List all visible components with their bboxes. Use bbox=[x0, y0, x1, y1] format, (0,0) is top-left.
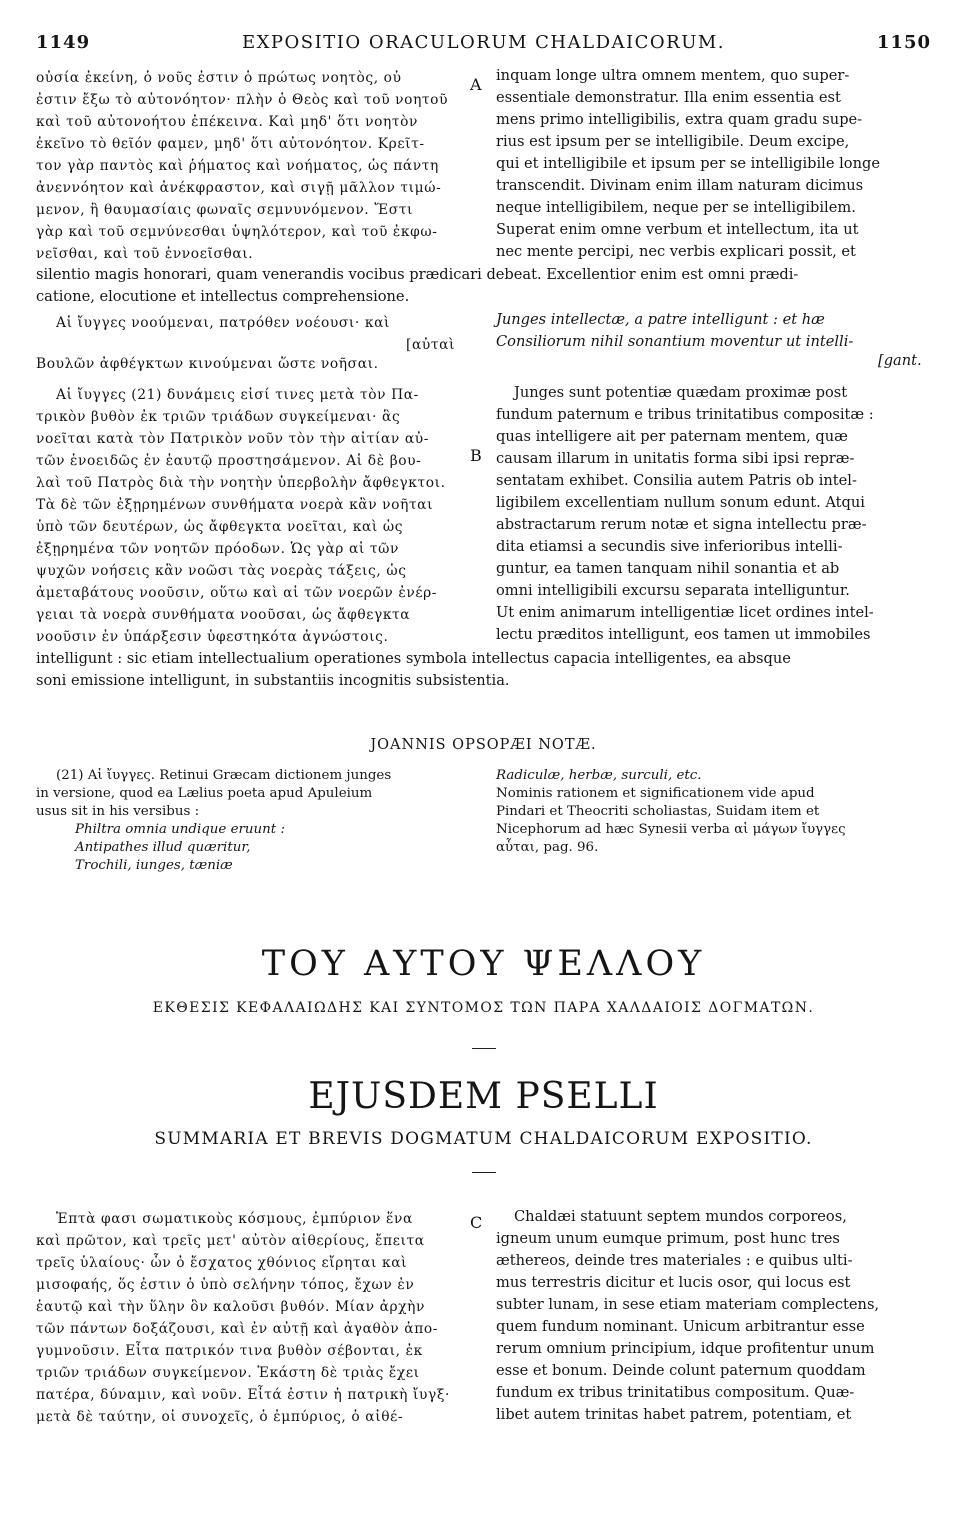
text-line: ἀνεννόητον καὶ ἀνέκφραστον, καὶ σιγῇ μᾶλλον τιμώ- bbox=[36, 180, 442, 196]
text-line: ἐστιν ἔξω τὸ αὐτονόητον· πλὴν ὁ Θεὸς καὶ τοῦ νοητοῦ bbox=[36, 92, 449, 108]
text-line: τον γὰρ παντὸς καὶ ῥήματος καὶ νοήματος, ὡς πάντη bbox=[36, 158, 439, 174]
text-line: τρικὸν βυθὸν ἐκ τριῶν τριάδων συγκείμεναι· ἃς bbox=[36, 409, 401, 425]
text-line: νοεῖται κατὰ τὸν Πατρικὸν νοῦν τὸν τὴν αἰτίαν αὐ- bbox=[36, 431, 430, 447]
text-line: subter lunam, in sese etiam materiam complectens, bbox=[496, 1296, 880, 1313]
margin-marker-b: B bbox=[470, 446, 482, 465]
text-line: ὑπὸ τῶν δευτέρων, ὡς ἄφθεγκτα νοεῖται, καὶ ὡς bbox=[36, 519, 404, 535]
greek-treatise-title: ΤΟΥ ΑΥΤΟΥ ΨΕΛΛΟΥ bbox=[261, 944, 706, 984]
text-line: Junges sunt potentiæ quædam proximæ post bbox=[514, 384, 848, 401]
text-line: fundum ex tribus trinitatibus compositum. Quæ- bbox=[496, 1384, 855, 1401]
text-line: mens primo intelligibilis, extra quam gradu supe- bbox=[496, 111, 863, 128]
text-line: καὶ πρῶτον, καὶ τρεῖς μετ' αὐτὸν αἰθερίους, ἔπειτα bbox=[36, 1233, 425, 1249]
text-line: rerum omnium principium, idque profitentur unum bbox=[496, 1340, 875, 1357]
text-line: Chaldæi statuunt septem mundos corporeos, bbox=[514, 1208, 847, 1225]
title-divider bbox=[472, 1048, 496, 1049]
text-line: ἐκεῖνο τὸ θεῖόν φαμεν, μηδ' ὅτι αὐτονόητον. Κρεῖτ- bbox=[36, 136, 425, 152]
text-line: quem fundum nominant. Unicum arbitrantur esse bbox=[496, 1318, 865, 1335]
oracle-latin-line: Junges intellectæ, a patre intelligunt : et hæ bbox=[496, 311, 825, 328]
text-line: μισοφαής, ὅς ἐστιν ὁ ὑπὸ σελήνην τόπος, ἔχων ἐν bbox=[36, 1277, 415, 1293]
note-line: usus sit in his versibus : bbox=[36, 804, 200, 819]
note-line: Radiculæ, herbæ, surculi, etc. bbox=[496, 768, 702, 783]
text-line: inquam longe ultra omnem mentem, quo super- bbox=[496, 67, 850, 84]
text-line: τῶν ἑνοειδῶς ἐν ἑαυτῷ προστησάμενον. Αἱ δὲ βου- bbox=[36, 453, 422, 469]
full-width-line: soni emissione intelligunt, in substantiis incognitis subsistentia. bbox=[36, 672, 510, 689]
text-line: esse et bonum. Deinde colunt paternum quoddam bbox=[496, 1362, 866, 1379]
note-line: in versione, quod ea Lælius poeta apud Apuleium bbox=[36, 786, 373, 801]
left-page-number: 1149 bbox=[36, 32, 91, 53]
note-line: Pindari et Theocriti scholiastas, Suidam item et bbox=[496, 804, 820, 819]
text-line: πατέρα, δύναμιν, καὶ νοῦν. Εἶτά ἐστιν ἡ πατρικὴ ἴυγξ· bbox=[36, 1387, 451, 1403]
text-line: ἐξῃρημένα τῶν νοητῶν πρόοδων. Ὡς γὰρ αἱ τῶν bbox=[36, 541, 399, 557]
text-line: omni intelligibili excursu separata intelliguntur. bbox=[496, 582, 850, 599]
right-page-number: 1150 bbox=[876, 32, 931, 53]
note-line: Nominis rationem et significationem vide apud bbox=[496, 786, 815, 801]
running-header bbox=[36, 32, 931, 60]
text-line: γειαι τὰ νοερὰ συνθήματα νοοῦσαι, ὡς ἄφθεγκτα bbox=[36, 607, 411, 623]
text-line: νεῖσθαι, καὶ τοῦ ἐννοεῖσθαι. bbox=[36, 246, 254, 262]
running-title: EXPOSITIO ORACULORUM CHALDAICORUM. bbox=[241, 32, 726, 53]
text-line: æthereos, deinde tres materiales : e quibus ulti- bbox=[496, 1252, 853, 1269]
text-line: neque intelligibilem, neque per se intelligibilem. bbox=[496, 199, 856, 216]
text-line: Superat enim omne verbum et intellectum, ita ut bbox=[496, 221, 859, 238]
note-line: (21) Αἱ ἴυγγες. Retinui Græcam dictionem junges bbox=[56, 768, 392, 783]
text-line: sentatam exhibet. Consilia autem Patris ob intel- bbox=[496, 472, 857, 489]
oracle-greek-bracket: [αὐταὶ bbox=[406, 337, 456, 353]
text-line: καὶ τοῦ αὐτονοήτου ἐπέκεινα. Καὶ μηδ' ὅτι νοητὸν bbox=[36, 114, 418, 130]
text-line: Ἑπτὰ φασι σωματικοὺς κόσμους, ἐμπύριον ἕνα bbox=[56, 1211, 413, 1227]
text-line: ἑαυτῷ καὶ τὴν ὕλην ὃν καλοῦσι βυθόν. Μίαν ἀρχὴν bbox=[36, 1299, 426, 1315]
oracle-greek-line: Βουλῶν ἀφθέγκτων κινούμεναι ὥστε νοῆσαι. bbox=[36, 356, 379, 372]
text-line: lectu præditos intelligunt, eos tamen ut immobiles bbox=[496, 626, 871, 643]
text-line: γὰρ καὶ τοῦ σεμνύνεσθαι ὑψηλότερον, καὶ τοῦ ἐκφω- bbox=[36, 224, 438, 240]
text-line: οὐσία ἐκείνη, ὁ νοῦς ἐστιν ὁ πρώτως νοητὸς, οὐ bbox=[36, 70, 402, 86]
text-line: essentiale demonstratur. Illa enim essentia est bbox=[496, 89, 841, 106]
text-line: Αἱ ἴυγγες (21) δυνάμεις εἰσί τινες μετὰ τὸν Πα- bbox=[56, 387, 419, 403]
text-line: causam illarum in unitatis forma sibi ipsi repræ- bbox=[496, 450, 855, 467]
text-line: qui et intelligibile et ipsum per se intelligibile longe bbox=[496, 155, 880, 172]
text-line: abstractarum rerum notæ et signa intellectu præ- bbox=[496, 516, 867, 533]
text-line: quas intelligere ait per paternam mentem, quæ bbox=[496, 428, 848, 445]
oracle-latin-line: Consiliorum nihil sonantium moventur ut intelli- bbox=[496, 333, 854, 350]
text-line: γυμνοῦσιν. Εἶτα πατρικόν τινα βυθὸν σέβονται, ἐκ bbox=[36, 1343, 423, 1359]
text-line: Ut enim animarum intelligentiæ licet ordines intel- bbox=[496, 604, 874, 621]
latin-treatise-title: EJUSDEM PSELLI bbox=[308, 1076, 659, 1117]
text-line: ψυχῶν νοήσεις κἂν νοῶσι τὰς νοερὰς τάξεις, ὡς bbox=[36, 563, 407, 579]
text-line: νοοῦσιν ἐν ὑπάρξεσιν ὑφεστηκότα ἀγνώστοις. bbox=[36, 629, 389, 645]
text-line: transcendit. Divinam enim illam naturam dicimus bbox=[496, 177, 864, 194]
oracle-greek-line: Αἱ ἴυγγες νοούμεναι, πατρόθεν νοέουσι· καὶ bbox=[56, 315, 391, 331]
text-line: Τὰ δὲ τῶν ἐξῃρημένων συνθήματα νοερὰ κἂν νοῆται bbox=[36, 497, 434, 513]
text-line: nec mente percipi, nec verbis explicari possit, et bbox=[496, 243, 856, 260]
text-line: λαὶ τοῦ Πατρὸς διὰ τὴν νοητὴν ὑπερβολὴν ἄφθεγκτοι. bbox=[36, 475, 446, 491]
text-line: τῶν πάντων δοξάζουσι, καὶ ἐν αὐτῇ καὶ ἀγαθὸν ἀπο- bbox=[36, 1321, 439, 1337]
text-line: dita etiamsi a secundis sive inferioribus intelli- bbox=[496, 538, 843, 555]
text-line: μενον, ἢ θαυμασίαις φωναῖς σεμνυνόμενον. Ἔστι bbox=[36, 202, 414, 218]
full-width-line: silentio magis honorari, quam venerandis vocibus prædicari debeat. Excellentior enim est omni prædi- bbox=[36, 266, 799, 283]
margin-marker-a: A bbox=[470, 75, 482, 94]
oracle-latin-bracket: [gant. bbox=[878, 352, 922, 369]
text-line: libet autem trinitas habet patrem, potentiam, et bbox=[496, 1406, 852, 1423]
latin-treatise-subtitle: SUMMARIA ET BREVIS DOGMATUM CHALDAICORUM EXPOSITIO. bbox=[154, 1129, 813, 1149]
text-line: fundum paternum e tribus trinitatibus compositæ : bbox=[496, 406, 874, 423]
verse-line: Antipathes illud quæritur, bbox=[75, 840, 251, 855]
full-width-line: intelligunt : sic etiam intellectualium operationes symbola intellectus capacia intelligentes, ea absque bbox=[36, 650, 791, 667]
verse-line: Philtra omnia undique eruunt : bbox=[75, 822, 285, 837]
title-divider bbox=[472, 1172, 496, 1173]
text-line: mus terrestris dicitur et lucis osor, qui locus est bbox=[496, 1274, 851, 1291]
note-line: Nicephorum ad hæc Synesii verba αἱ μάγων ἴυγγες bbox=[496, 822, 846, 837]
greek-treatise-subtitle: ΕΚΘΕΣΙΣ ΚΕΦΑΛΑΙΩΔΗΣ ΚΑΙ ΣΥΝΤΟΜΟΣ ΤΩΝ ΠΑΡΑ ΧΑΛΔΑΙΟΙΣ ΔΟΓΜΑΤΩΝ. bbox=[152, 1000, 815, 1016]
text-line: igneum unum eumque primum, post hunc tres bbox=[496, 1230, 840, 1247]
text-line: τρεῖς ὑλαίους· ὧν ὁ ἔσχατος χθόνιος εἴρηται καὶ bbox=[36, 1255, 408, 1271]
note-line: αὗται, pag. 96. bbox=[496, 840, 599, 855]
text-line: guntur, ea tamen tanquam nihil sonantia et ab bbox=[496, 560, 840, 577]
text-line: ligibilem excellentiam nullum sonum edunt. Atqui bbox=[496, 494, 865, 511]
text-line: μετὰ δὲ ταύτην, οἱ συνοχεῖς, ὁ ἐμπύριος, ὁ αἰθέ- bbox=[36, 1409, 404, 1425]
notes-heading: JOANNIS OPSOPÆI NOTÆ. bbox=[370, 737, 597, 753]
text-line: rius est ipsum per se intelligibile. Deum excipe, bbox=[496, 133, 850, 150]
full-width-line: catione, elocutione et intellectus comprehensione. bbox=[36, 288, 410, 305]
text-line: ἀμεταβάτους νοοῦσιν, οὕτω καὶ αἱ τῶν νοερῶν ἐνέρ- bbox=[36, 585, 438, 601]
text-line: τριῶν τριάδων συγκείμενον. Ἑκάστη δὲ τριὰς ἔχει bbox=[36, 1365, 420, 1381]
verse-line: Trochili, iunges, tæniæ bbox=[75, 858, 233, 873]
margin-marker-c: C bbox=[470, 1213, 483, 1232]
